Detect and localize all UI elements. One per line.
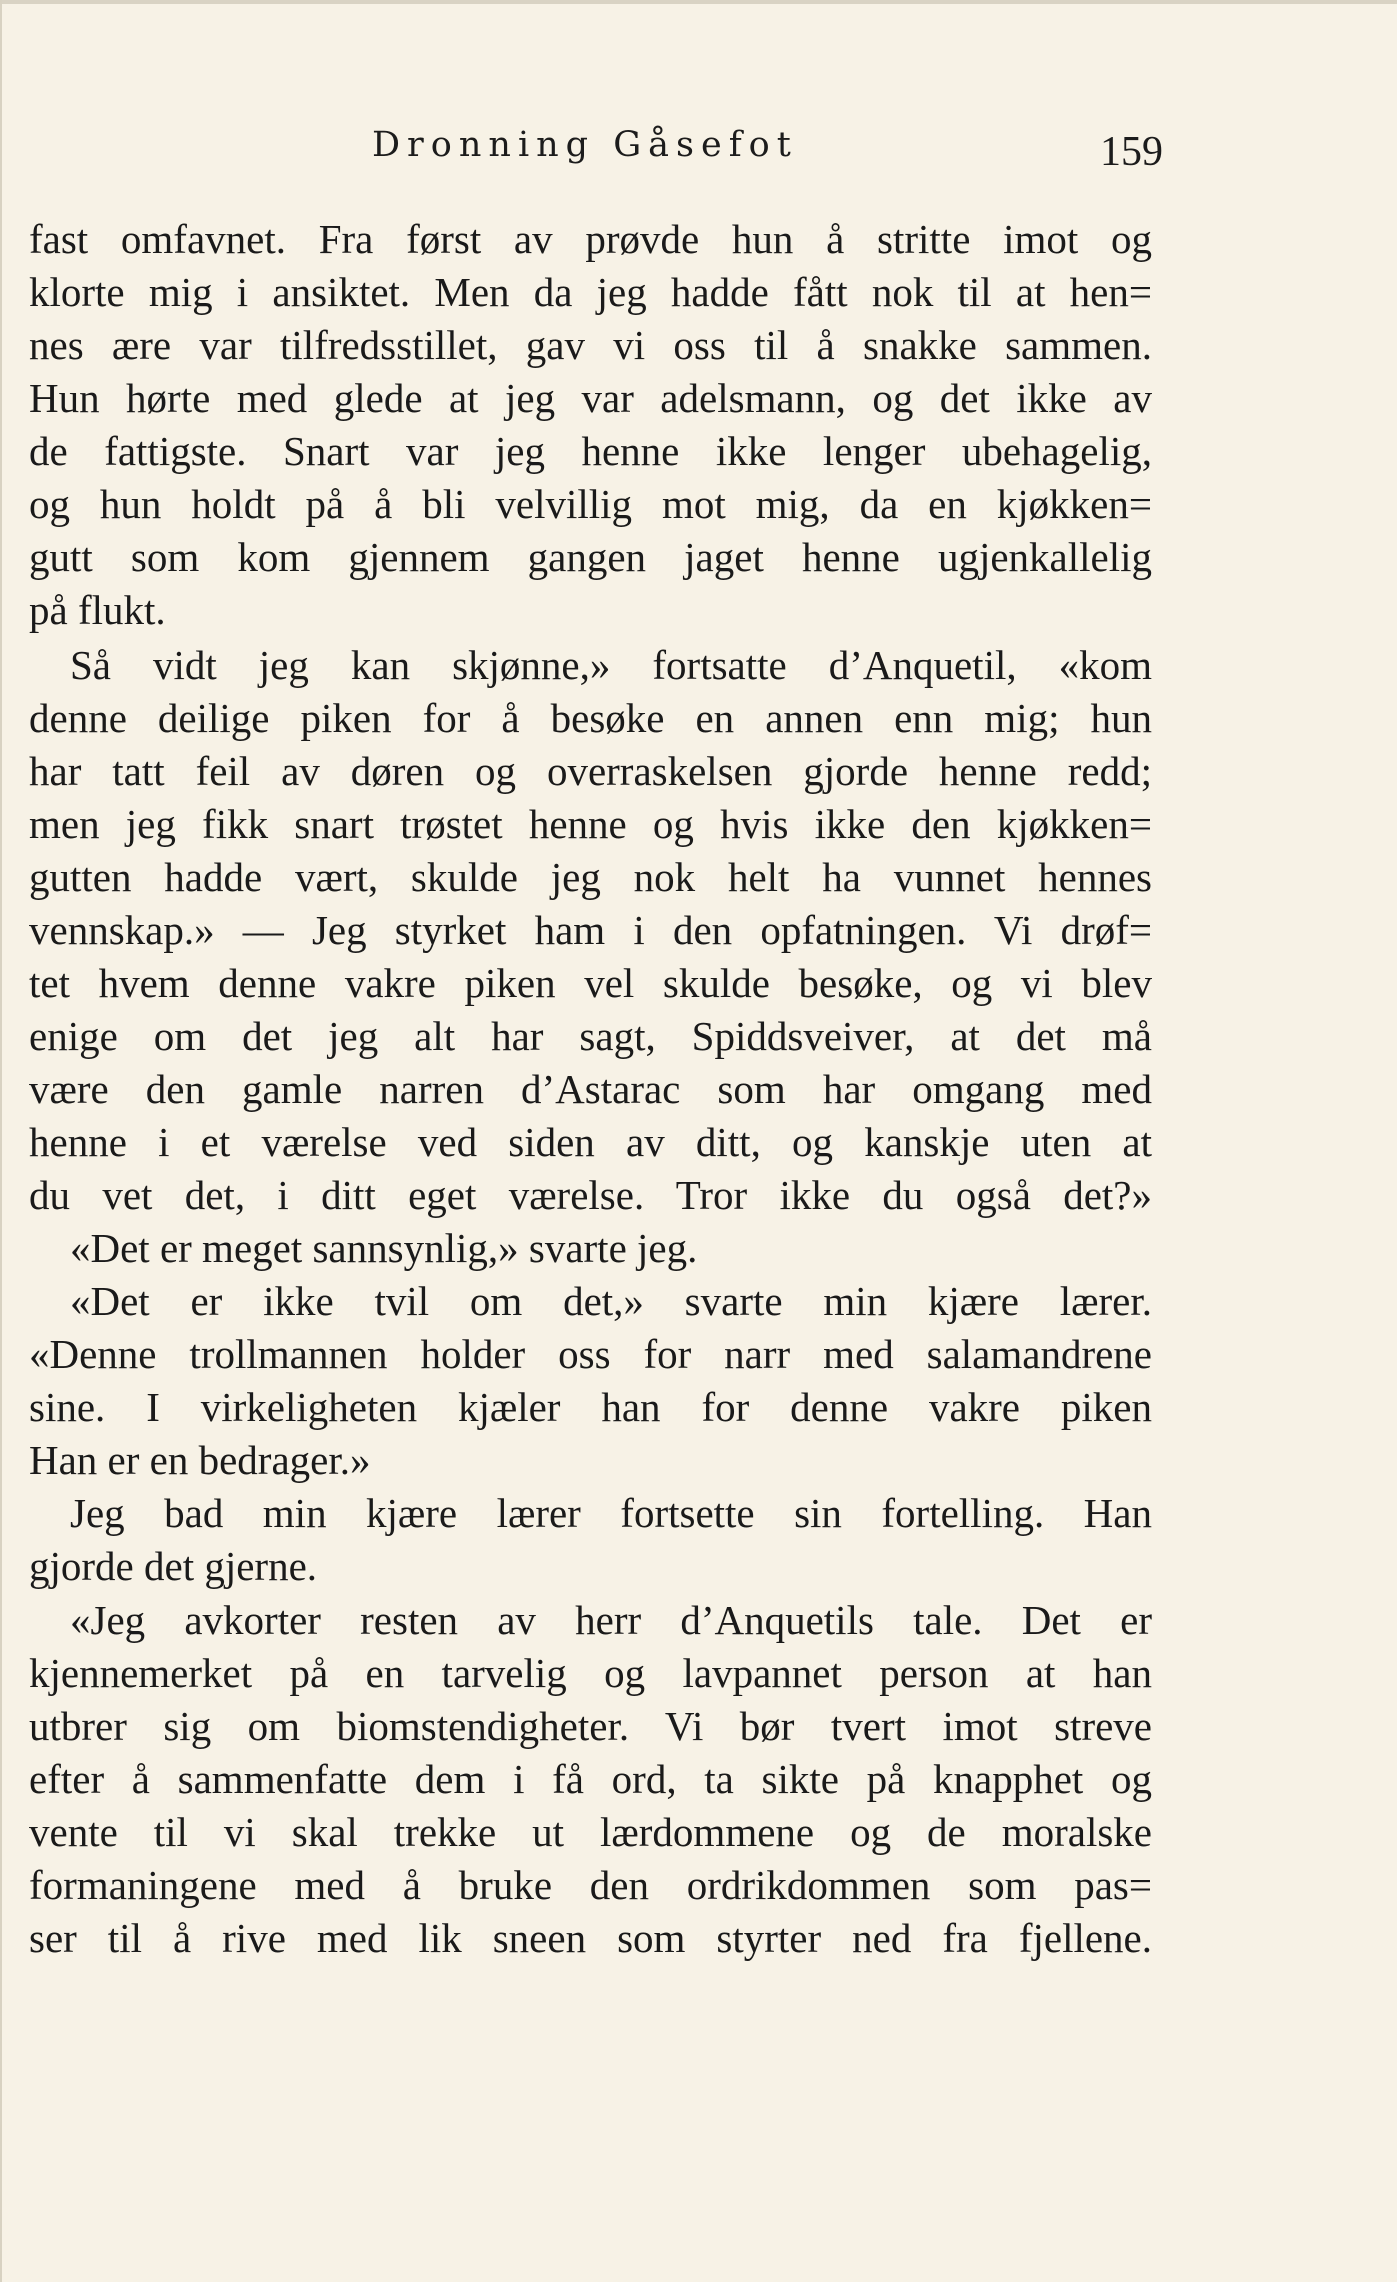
text-line: kjennemerket på en tarvelig og lavpannet person at han	[29, 1650, 1152, 1696]
running-title: Dronning Gåsefot	[372, 125, 798, 165]
text-line: «Jeg avkorter resten av herr d’Anquetils tale. Det er	[70, 1597, 1152, 1643]
text-line: men jeg fikk snart trøstet henne og hvis ikke den kjøkken=	[29, 801, 1152, 847]
text-line: tet hvem denne vakre piken vel skulde besøke, og vi blev	[29, 960, 1152, 1006]
text-line: være den gamle narren d’Astarac som har omgang med	[29, 1066, 1152, 1112]
text-line: gutt som kom gjennem gangen jaget henne ugjenkallelig	[29, 534, 1152, 580]
text-line: gutten hadde vært, skulde jeg nok helt ha vunnet hennes	[29, 854, 1152, 900]
text-line: klorte mig i ansiktet. Men da jeg hadde fått nok til at hen=	[29, 269, 1152, 315]
page-top-edge	[2, 0, 1397, 4]
text-line: har tatt feil av døren og overraskelsen gjorde henne redd;	[29, 748, 1152, 794]
text-line: enige om det jeg alt har sagt, Spiddsveiver, at det må	[29, 1013, 1152, 1059]
text-line: denne deilige piken for å besøke en annen enn mig; hun	[29, 695, 1152, 741]
text-line: du vet det, i ditt eget værelse. Tror ikke du også det?»	[29, 1172, 1152, 1218]
text-line: Han er en bedrager.»	[29, 1437, 371, 1483]
text-line: vennskap.» — Jeg styrket ham i den opfatningen. Vi drøf=	[29, 907, 1152, 953]
text-line: «Det er ikke tvil om det,» svarte min kjære lærer.	[70, 1278, 1152, 1324]
text-line: fast omfavnet. Fra først av prøvde hun å stritte imot og	[29, 216, 1152, 262]
text-line: nes ære var tilfredsstillet, gav vi oss til å snakke sammen.	[29, 322, 1152, 368]
text-line: Hun hørte med glede at jeg var adelsmann, og det ikke av	[29, 375, 1152, 421]
text-line: Så vidt jeg kan skjønne,» fortsatte d’Anquetil, «kom	[70, 642, 1152, 688]
text-line: ser til å rive med lik sneen som styrter ned fra fjellene.	[29, 1915, 1152, 1961]
text-line: «Det er meget sannsynlig,» svarte jeg.	[70, 1225, 698, 1271]
page-number: 159	[1100, 129, 1163, 175]
text-line: «Denne trollmannen holder oss for narr med salamandrene	[29, 1331, 1152, 1377]
text-line: utbrer sig om biomstendigheter. Vi bør tvert imot streve	[29, 1703, 1152, 1749]
text-line: sine. I virkeligheten kjæler han for denne vakre piken	[29, 1384, 1152, 1430]
text-line: formaningene med å bruke den ordrikdommen som pas=	[29, 1862, 1152, 1908]
text-line: på flukt.	[29, 587, 166, 633]
text-line: vente til vi skal trekke ut lærdommene og de moralske	[29, 1809, 1152, 1855]
text-line: henne i et værelse ved siden av ditt, og kanskje uten at	[29, 1119, 1152, 1165]
text-line: de fattigste. Snart var jeg henne ikke lenger ubehagelig,	[29, 428, 1152, 474]
text-line: Jeg bad min kjære lærer fortsette sin fortelling. Han	[70, 1490, 1152, 1536]
text-line: og hun holdt på å bli velvillig mot mig, da en kjøkken=	[29, 481, 1152, 527]
text-line: gjorde det gjerne.	[29, 1543, 318, 1589]
text-line: efter å sammenfatte dem i få ord, ta sikte på knapphet og	[29, 1756, 1152, 1802]
